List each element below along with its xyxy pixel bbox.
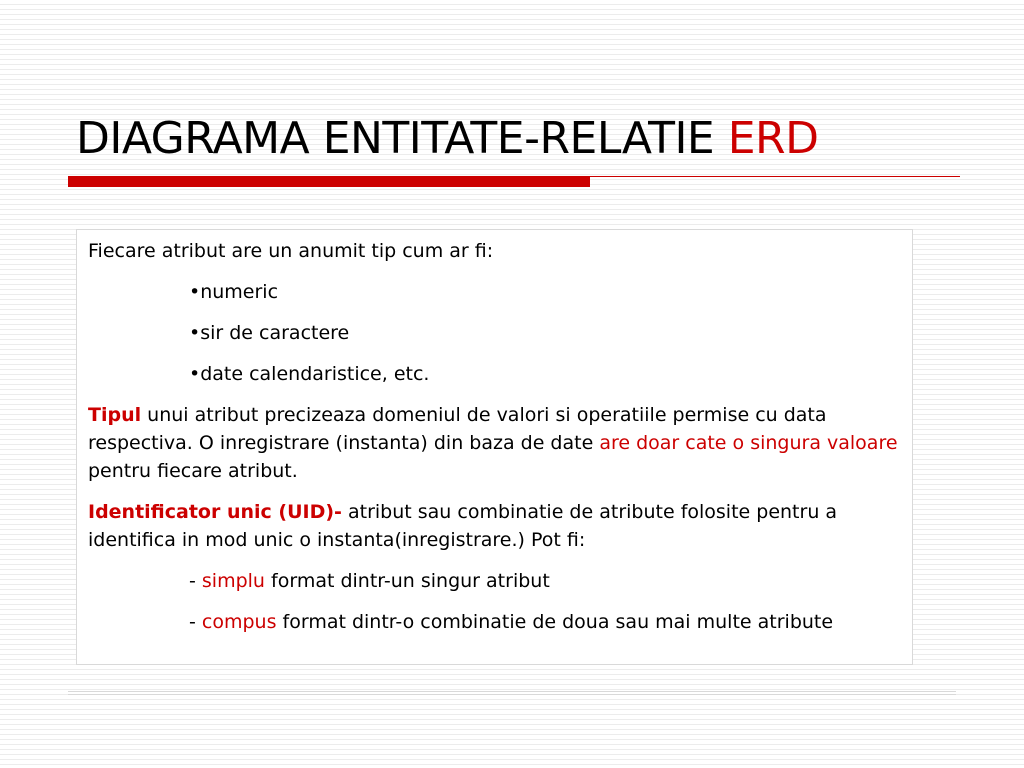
title-underline-thin bbox=[590, 176, 960, 177]
uid-term: Identificator unic (UID)- bbox=[88, 501, 342, 523]
uid-kind-simple bbox=[88, 567, 912, 595]
slide-title-accent: ERD bbox=[727, 113, 819, 164]
type-term: Tipul bbox=[88, 404, 142, 426]
uid-kind-name: simplu bbox=[201, 570, 265, 592]
uid-kind-description: format dintr-un singur atribut bbox=[264, 570, 550, 592]
type-item-string: •sir de caractere bbox=[189, 322, 350, 344]
type-item-date: •date calendaristice, etc. bbox=[189, 363, 430, 385]
type-highlight: are doar cate o singura valoare bbox=[599, 432, 898, 454]
uid-kind-dash: - bbox=[189, 570, 202, 592]
type-paragraph bbox=[88, 401, 912, 485]
type-text-after: pentru fiecare atribut. bbox=[88, 460, 298, 482]
footer-divider bbox=[68, 691, 956, 692]
title-underline-thick bbox=[68, 176, 590, 187]
uid-kind-description: format dintr-o combinatie de doua sau mai multe atribute bbox=[276, 611, 834, 633]
slide-title bbox=[76, 110, 818, 168]
footer-divider bbox=[68, 694, 956, 695]
type-item-numeric: •numeric bbox=[189, 281, 279, 303]
uid-kind-composite bbox=[88, 608, 912, 636]
intro-text: Fiecare atribut are un anumit tip cum ar fi: bbox=[88, 240, 494, 262]
type-text-before: unui atribut precizeaza domeniul de valori si operatiile permise cu data respectiva. O inregistrare (instanta) din baza de date bbox=[88, 404, 827, 454]
uid-paragraph bbox=[88, 498, 912, 554]
uid-kind-dash: - bbox=[189, 611, 202, 633]
slide-title-main: DIAGRAMA ENTITATE-RELATIE bbox=[76, 113, 715, 164]
uid-text: atribut sau combinatie de atribute folosite pentru a identifica in mod unic o instanta(inregistrare.) Pot fi: bbox=[88, 501, 838, 551]
uid-kind-name: compus bbox=[201, 611, 277, 633]
content-box bbox=[76, 229, 913, 665]
